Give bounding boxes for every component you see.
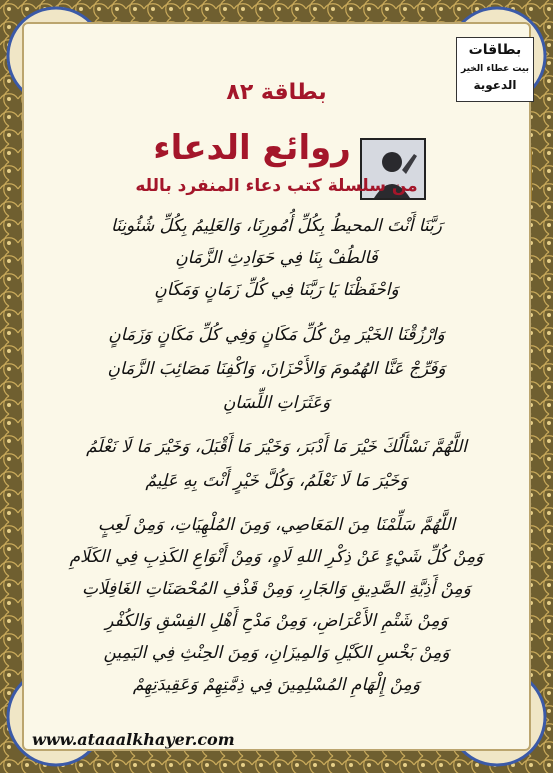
dua-line: وَمِنْ إِلْهَامِ المُسْلِمِينَ فِي ذِمَّتِهِمْ وَعَقِيدَتِهِمْ: [132, 675, 421, 695]
card-title: روائع الدعاء: [153, 128, 351, 168]
dua-line: وَمِنْ كُلِّ شَيْءٍ عَنْ ذِكْرِ اللهِ لَاهٍ، وَمِنْ أَنْوَاعِ الكَذِبِ فِي الكَلَامِ: [69, 547, 484, 567]
dua-line: وَخَيْرَ مَا لَا نَعْلَمُ، وَكُلَّ خَيْرٍ أَنْتَ بِهِ عَلِيمٌ: [145, 471, 408, 491]
logo-line-2: بيت عطاء الخير: [461, 64, 529, 74]
dua-line: وَعَثَرَاتِ اللِّسَانِ: [222, 393, 331, 413]
content-card: [22, 22, 531, 751]
logo-line-3: الدعوية: [473, 78, 517, 92]
dua-line: وَارْزُقْنَا الخَيْرَ مِنْ كُلِّ مَكَانٍ وَفِي كُلِّ مَكَانٍ وَزَمَانٍ: [108, 325, 445, 345]
card-subtitle: من سلسلة كتب دعاء المنفرد بالله: [135, 176, 418, 196]
dua-line: وَفَرِّجْ عَنَّا الهُمُومَ وَالأَحْزَانَ، وَاكْفِنَا مَصَائِبَ الزَّمَانِ: [107, 359, 446, 379]
dua-line: فَالطُفْ بِنَا فِي حَوَادِثِ الزَّمَانِ: [175, 248, 378, 268]
card-number: بطاقة ٨٢: [226, 80, 327, 105]
website-link[interactable]: www.ataaalkhayer.com: [32, 730, 235, 749]
dua-line: اللَّهُمَّ نَسْأَلُكَ خَيْرَ مَا أَدْبَرَ، وَخَيْرَ مَا أَقْبَلَ، وَخَيْرَ مَا لَا نَعْلَمُ: [86, 437, 467, 457]
dua-line: اللَّهُمَّ سَلِّمْنَا مِنَ المَعَاصِي، وَمِنَ المُلْهِيَاتِ، وَمِنْ لَعِبٍ: [97, 515, 456, 535]
title-row: [22, 114, 531, 184]
logo-line-1: بطاقات: [468, 42, 522, 58]
dua-line: وَاحْفَظْنَا يَا رَبَّنَا فِي كُلِّ زَمَانٍ وَمَكَانٍ: [154, 280, 399, 300]
dua-line: وَمِنْ شَتْمِ الأَعْرَاضِ، وَمِنْ مَدْحِ أَهْلِ الفِسْقِ وَالكُفْرِ: [105, 611, 448, 631]
dua-line: وَمِنْ أَذِيَّةِ الصَّدِيقِ وَالجَارِ، وَمِنْ قَذْفِ المُحْصَنَاتِ الغَافِلَاتِ: [82, 579, 471, 599]
dua-line: رَبَّنَا أَنْتَ المحيطُ بِكُلِّ أُمُورِنَا، وَالعَلِيمُ بِكُلِّ شُئُونِنَا: [111, 216, 442, 236]
dua-line: وَمِنْ بَخْسِ الكَيْلِ وَالمِيزَانِ، وَمِنَ الحِنْثِ فِي اليَمِينِ: [103, 643, 450, 663]
